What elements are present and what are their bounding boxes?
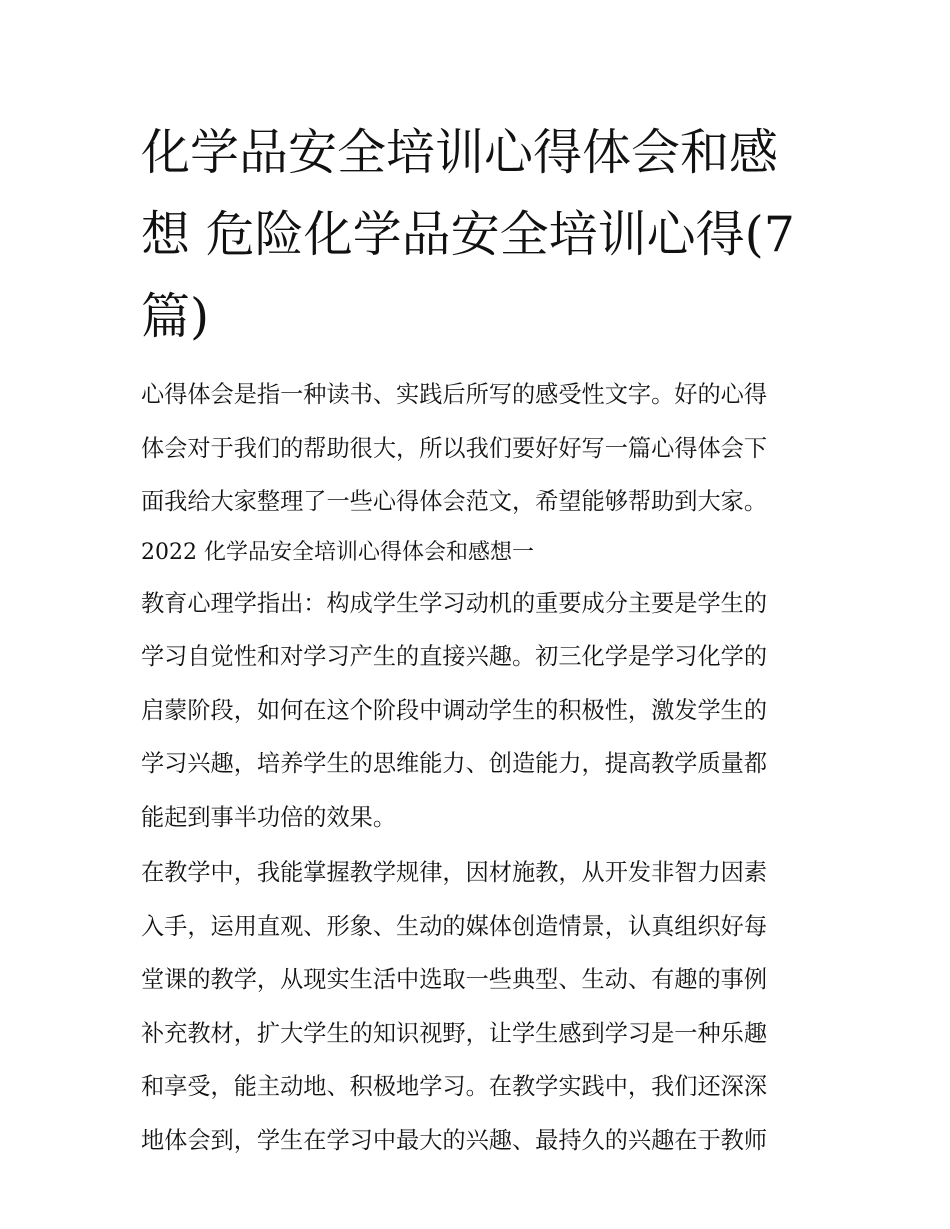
text-line: 教育心理学指出：构成学生学习动机的重要成分主要是学生的 <box>141 589 768 617</box>
title-line: 篇) <box>141 288 210 345</box>
title-line: 想 危险化学品安全培训心得(7 <box>141 206 795 263</box>
document-body <box>141 368 813 1167</box>
text-line: 地体会到，学生在学习中最大的兴趣、最持久的兴趣在于教师 <box>141 1126 768 1154</box>
body-paragraph <box>141 846 813 1167</box>
text-line: 启蒙阶段，如何在这个阶段中调动学生的积极性，激发学生的 <box>141 696 768 724</box>
text-line: 能起到事半功倍的效果。 <box>141 803 397 831</box>
text-line: 体会对于我们的帮助很大，所以我们要好好写一篇心得体会下 <box>141 434 768 462</box>
document-page <box>141 112 813 1167</box>
section-heading: 2022 化学品安全培训心得体会和感想一 <box>141 539 534 565</box>
text-line: 和享受，能主动地、积极地学习。在教学实践中，我们还深深 <box>141 1073 768 1100</box>
intro-paragraph <box>141 368 813 529</box>
document-title <box>141 112 813 358</box>
text-line: 学习兴趣，培养学生的思维能力、创造能力，提高教学质量都 <box>141 750 768 777</box>
body-paragraph <box>141 577 813 845</box>
title-line: 化学品安全培训心得体会和感 <box>141 124 779 181</box>
text-line: 面我给大家整理了一些心得体会范文，希望能够帮助到大家。 <box>141 488 768 515</box>
text-line: 心得体会是指一种读书、实践后所写的感受性文字。好的心得 <box>141 381 768 408</box>
text-line: 在教学中，我能掌握教学规律，因材施教，从开发非智力因素 <box>141 859 768 886</box>
text-line: 入手，运用直观、形象、生动的媒体创造情景，认真组织好每 <box>141 912 768 940</box>
text-line: 堂课的教学，从现实生活中选取一些典型、生动、有趣的事例 <box>141 966 768 993</box>
text-line: 补充教材，扩大学生的知识视野，让学生感到学习是一种乐趣 <box>141 1019 768 1047</box>
text-line: 学习自觉性和对学习产生的直接兴趣。初三化学是学习化学的 <box>141 643 768 670</box>
